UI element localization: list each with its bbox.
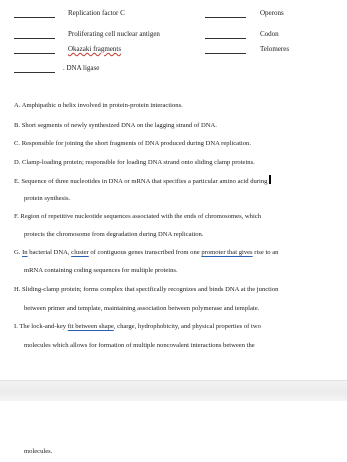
term-dna-ligase: . DNA ligase [63, 64, 100, 72]
definition-i-line3: molecules. [24, 448, 53, 455]
answer-blank-7[interactable] [205, 53, 246, 54]
definition-e-text: E. Sequence of three nucleotides in DNA or mRNA that specifies a particular amino acid during [14, 178, 268, 185]
definition-h-line1: H. Sliding-clamp protein; forms complex that specifically recognizes and binds DNA at the junction [14, 286, 279, 293]
answer-blank-4[interactable] [14, 72, 55, 73]
definition-b: B. Short segments of newly synthesized DNA on the lagging strand of DNA. [14, 122, 217, 129]
definition-g-line2: mRNA containing coding sequences for multiple proteins. [24, 267, 178, 274]
definition-c: C. Responsible for joining the short fragments of DNA produced during DNA replication. [14, 140, 251, 147]
answer-blank-1[interactable] [14, 17, 55, 18]
definition-e-line2: protein synthesis. [24, 195, 71, 202]
document-page-2 [0, 401, 347, 462]
definition-f-line2: protects the chromosome from degradation during DNA replication. [24, 231, 204, 238]
definition-g-phrase-promoter: promoter that gives [201, 249, 253, 256]
term-okazaki-fragments: Okazaki fragments [68, 45, 122, 53]
definition-i-line2: molecules which allows for formation of multiple noncovalent interactions between the [24, 342, 255, 349]
definition-i-text-1: I. The lock-and-key [14, 323, 68, 330]
definition-i-phrase-fit: fit between shape [67, 323, 114, 330]
definition-e-line1 [14, 175, 344, 186]
definition-i-text-2: , charge, hydrophobicity, and physical properties of two [113, 323, 261, 330]
definition-g-word-in: In [22, 249, 28, 256]
answer-blank-5[interactable] [205, 17, 246, 18]
definition-g-word-cluster: cluster [71, 249, 89, 256]
definition-d: D. Clamp-loading protein; responsible for loading DNA strand onto sliding clamp proteins. [14, 159, 255, 166]
term-operons: Operons [260, 9, 284, 17]
definition-h-line2: between primer and template, maintaining association between polymerase and template. [24, 305, 260, 312]
answer-blank-6[interactable] [205, 38, 246, 39]
page-break [0, 380, 347, 402]
term-telomeres: Telomeres [260, 45, 290, 53]
definition-i-line1 [14, 322, 344, 331]
definition-g-line1 [14, 248, 344, 257]
definition-a: A. Amphipathic α helix involved in protein-protein interactions. [14, 102, 183, 109]
definition-g-text-3: rise to an [252, 249, 279, 256]
term-codon: Codon [260, 30, 279, 38]
answer-blank-2[interactable] [14, 38, 55, 39]
answer-blank-3[interactable] [14, 53, 55, 54]
definition-f-line1: F. Region of repetitive nucleotide sequences associated with the ends of chromosomes, which [14, 213, 262, 220]
definition-g-text-2: of contiguous genes transcribed from one [88, 249, 202, 256]
text-cursor [269, 175, 271, 184]
definition-g-prefix: G. [14, 249, 23, 256]
definition-g-text-1: bacterial DNA, [27, 249, 72, 256]
term-pcna: Proliferating cell nuclear antigen [68, 30, 160, 38]
term-replication-factor-c: Replication factor C [68, 9, 125, 17]
